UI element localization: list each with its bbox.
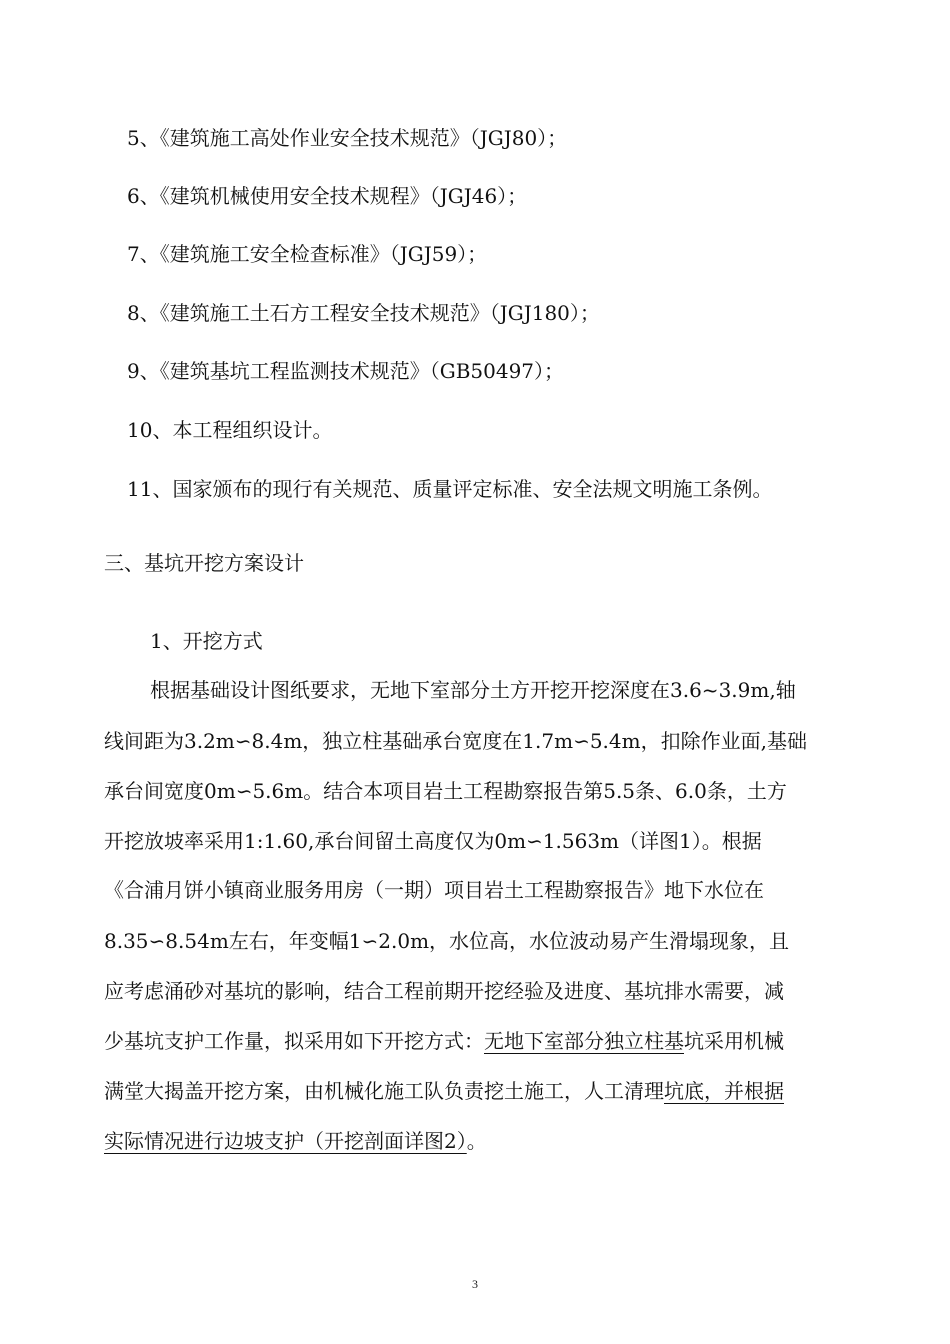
- reference-item-6: 6、《建筑机械使用安全技术规程》（JGJ46）；: [127, 184, 528, 208]
- section-heading: 三、基坑开挖方案设计: [104, 551, 304, 575]
- reference-item-7: 7、《建筑施工安全检查标准》（JGJ59）；: [127, 242, 488, 266]
- paragraph-line: [104, 1079, 784, 1103]
- paragraph-line: 开挖放坡率采用1:1.60,承台间留土高度仅为0m∽1.563m（详图1）。根据: [104, 829, 762, 853]
- reference-item-5: 5、《建筑施工高处作业安全技术规范》（JGJ80）；: [127, 126, 568, 150]
- underlined-text: 坑底，并根据: [664, 1079, 784, 1103]
- page-number: 3: [472, 1277, 478, 1291]
- paragraph-text: 。: [466, 1129, 487, 1153]
- reference-item-9: 9、《建筑基坑工程监测技术规范》（GB50497）；: [127, 359, 565, 383]
- paragraph-line: 8.35∽8.54m左右，年变幅1∽2.0m，水位高，水位波动易产生滑塌现象，且: [104, 929, 790, 953]
- reference-item-11: 11、国家颁布的现行有关规范、质量评定标准、安全法规文明施工条例。: [127, 477, 773, 501]
- subsection-heading: 1、开挖方式: [150, 629, 263, 653]
- paragraph-text: 少基坑支护工作量，拟采用如下开挖方式：: [104, 1029, 484, 1053]
- paragraph-line: 《合浦月饼小镇商业服务用房（一期）项目岩土工程勘察报告》地下水位在: [104, 878, 764, 902]
- paragraph-line: [104, 1029, 784, 1053]
- reference-item-8: 8、《建筑施工土石方工程安全技术规范》（JGJ180）；: [127, 301, 600, 325]
- paragraph-line: [104, 1129, 487, 1153]
- underlined-text: 实际情况进行边坡支护（开挖剖面详图2）: [104, 1129, 467, 1153]
- paragraph-line: 应考虑涌砂对基坑的影响，结合工程前期开挖经验及进度、基坑排水需要，减: [104, 979, 784, 1003]
- paragraph-line: 线间距为3.2m∽8.4m，独立柱基础承台宽度在1.7m∽5.4m，扣除作业面,基础: [104, 729, 807, 753]
- paragraph-text: 坑采用机械: [684, 1029, 784, 1053]
- paragraph-line: 承台间宽度0m∽5.6m。结合本项目岩土工程勘察报告第5.5条、6.0条，土方: [104, 779, 787, 803]
- underlined-text: 无地下室部分独立柱基: [484, 1029, 684, 1053]
- paragraph-text: 满堂大揭盖开挖方案，由机械化施工队负责挖土施工，人工清理: [104, 1079, 664, 1103]
- reference-item-10: 10、本工程组织设计。: [127, 418, 333, 442]
- paragraph-line: 根据基础设计图纸要求，无地下室部分土方开挖开挖深度在3.6~3.9m,轴: [150, 678, 796, 702]
